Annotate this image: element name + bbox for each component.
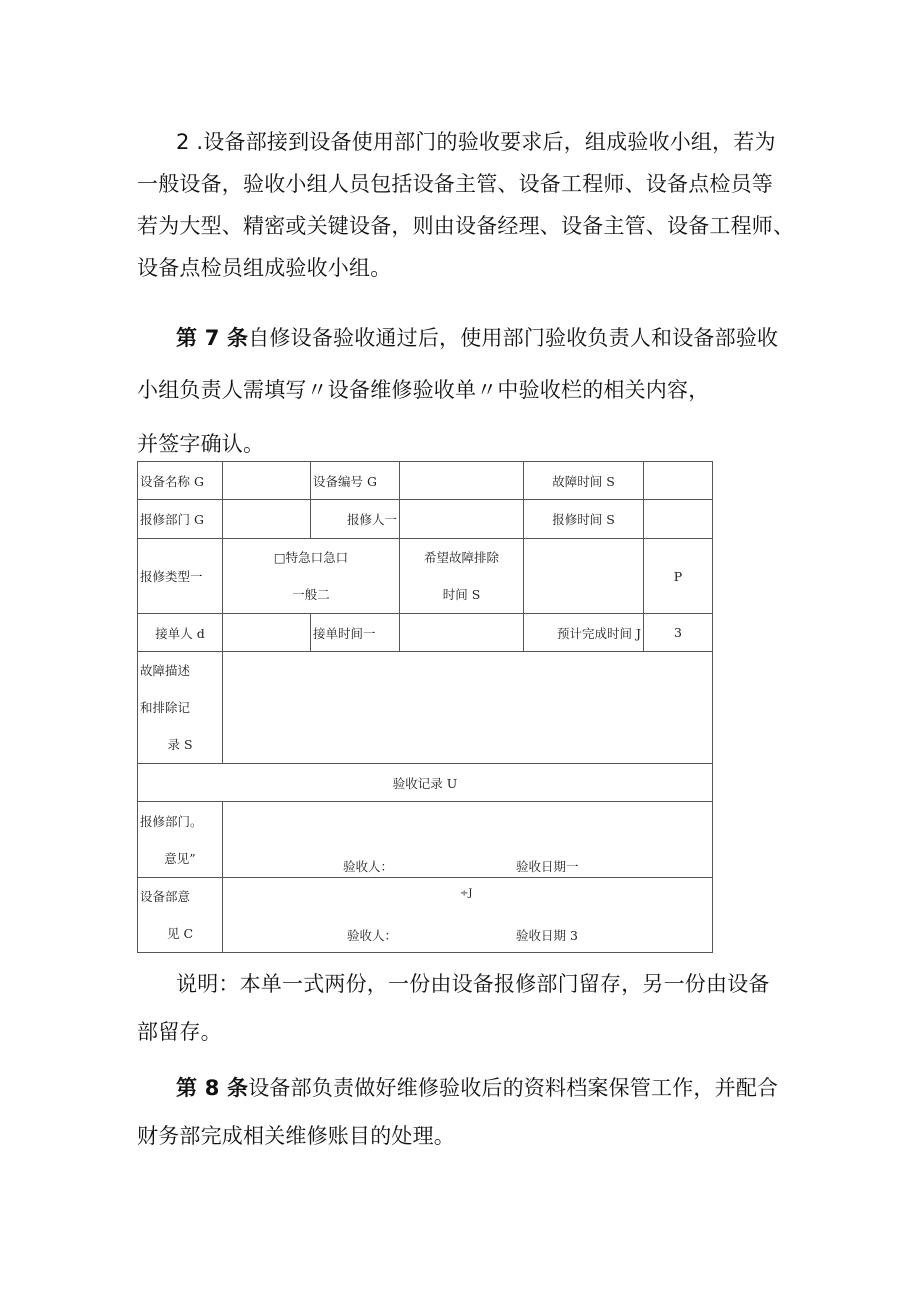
label-reporter: 报修人一 (311, 500, 400, 539)
type-options-line1: □特急口急口 (273, 550, 349, 565)
form-row (138, 802, 713, 878)
paragraph-line: 小组负责人需填写〃设备维修验收单〃中验收栏的相关内容， (137, 378, 710, 402)
label-line: 时间 S (442, 587, 481, 602)
field-mark: P (644, 539, 713, 614)
field-repair-dept[interactable] (223, 500, 311, 539)
paragraph-line (176, 326, 778, 350)
paragraph-line (176, 1076, 778, 1100)
form-row (138, 462, 713, 500)
label-expected-time (400, 539, 524, 614)
label-repair-type: 报修类型一 (138, 539, 223, 614)
form-row (138, 614, 713, 652)
section-acceptance-record: 验收记录 U (138, 764, 713, 802)
type-options-line2: 一般二 (292, 587, 330, 602)
field-fault-time[interactable] (644, 462, 713, 500)
field-report-time[interactable] (644, 500, 713, 539)
form-row (138, 539, 713, 614)
field-receive-time[interactable] (400, 614, 524, 652)
article-text: 设备部负责做好维修验收后的资料档案保管工作，并配合 (248, 1076, 779, 1100)
form-row (138, 652, 713, 764)
field-fault-desc[interactable] (223, 652, 713, 764)
repair-type-options[interactable] (223, 539, 400, 614)
label-line: 报修部门。 (140, 813, 203, 829)
label-line: 希望故障排除 (423, 550, 499, 565)
repair-acceptance-form (137, 461, 713, 953)
article-text: 自修设备验收通过后，使用部门验收负责人和设备部验收 (248, 326, 779, 350)
field-equip-dept-opinion[interactable] (223, 878, 713, 953)
paragraph-line: 说明：本单一式两份，一份由设备报修部门留存，另一份由设备 (176, 972, 770, 996)
acceptor-label: 验收人： (343, 859, 394, 874)
label-line: 设备部意 (140, 889, 191, 904)
label-fault-desc (138, 652, 223, 764)
field-dept-opinion[interactable] (223, 802, 713, 878)
paragraph-line: 若为大型、精密或关键设备，则由设备经理、设备主管、设备工程师、 (137, 214, 795, 238)
label-repair-dept: 报修部门 G (138, 500, 223, 539)
label-fault-time: 故障时间 S (524, 462, 644, 500)
field-expected-time[interactable] (524, 539, 644, 614)
paragraph-line: 一般设备，验收小组人员包括设备主管、设备工程师、设备点检员等 (137, 172, 773, 196)
form-row (138, 764, 713, 802)
label-receive-time: 接单时间一 (311, 614, 400, 652)
paragraph-line: 2 .设备部接到设备使用部门的验收要求后，组成验收小组，若为 (176, 130, 776, 154)
label-est-finish: 预计完成时间 J (524, 614, 644, 652)
label-line: 故障描述 (140, 663, 191, 678)
label-report-time: 报修时间 S (524, 500, 644, 539)
field-device-no[interactable] (400, 462, 524, 500)
label-equip-dept-opinion (138, 878, 223, 953)
label-line: 意见” (164, 850, 196, 866)
paragraph-line: 部留存。 (137, 1020, 222, 1044)
article-number: 第 8 条 (176, 1076, 249, 1100)
field-est-finish[interactable]: 3 (644, 614, 713, 652)
paragraph-line: 并签字确认。 (137, 432, 265, 456)
form-row (138, 500, 713, 539)
label-receiver: 接单人 d (138, 614, 223, 652)
label-device-no: 设备编号 G (311, 462, 400, 500)
label-device-name: 设备名称 G (138, 462, 223, 500)
label-line: 和排除记 (140, 700, 191, 715)
accept-date-label: 验收日期 3 (516, 928, 578, 943)
field-reporter[interactable] (400, 500, 524, 539)
field-device-name[interactable] (223, 462, 311, 500)
article-number: 第 7 条 (176, 326, 249, 350)
acceptor-label: 验收人： (347, 928, 398, 943)
form-row (138, 878, 713, 953)
paragraph-line: 设备点检员组成验收小组。 (137, 256, 392, 280)
stray-mark: ÷J (460, 888, 473, 899)
field-receiver[interactable] (223, 614, 311, 652)
label-dept-opinion (138, 802, 223, 878)
label-line: 见 C (166, 926, 194, 941)
label-line: 录 S (167, 737, 193, 752)
paragraph-line: 财务部完成相关维修账目的处理。 (137, 1124, 455, 1148)
accept-date-label: 验收日期一 (516, 859, 579, 874)
